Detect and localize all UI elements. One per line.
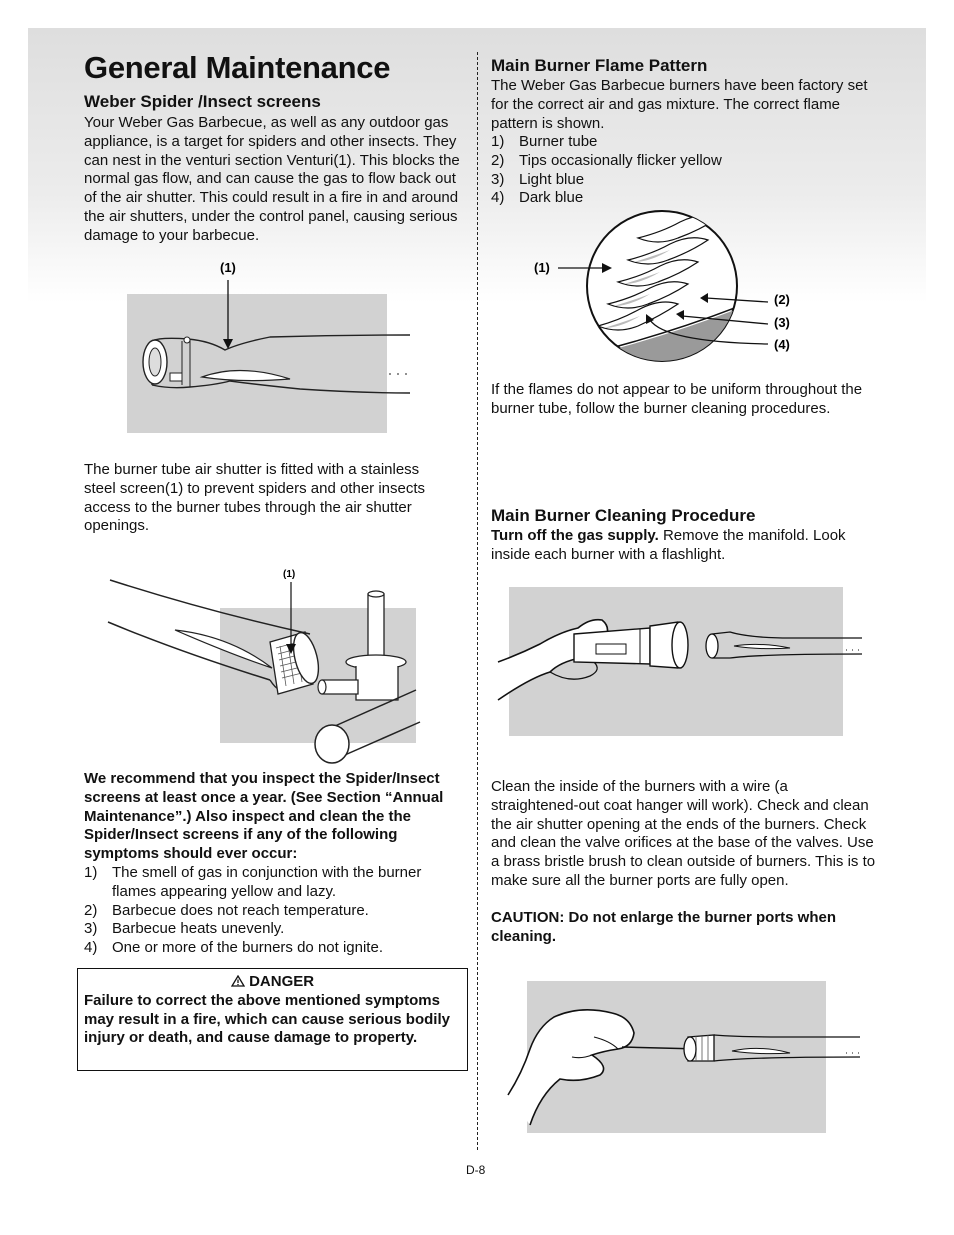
flame-body: The Weber Gas Barbecue burners have been factory set for the correct air and gas mixture. The correct flame pattern is shown. — [491, 77, 868, 132]
list-item: 4) One or more of the burners do not ignite. — [84, 939, 383, 957]
danger-text: Failure to correct the above mentioned symptoms may result in a fire, which can cause serious bodily injury or death, and cause damage to property. — [84, 991, 450, 1047]
recommend-text: We recommend that you inspect the Spider/Insect screens at least once a year. (See Section “Annual Maintenance”.) Also inspect and clean the the Spider/Insect screens if any of the following symptoms should ever occur: — [84, 770, 444, 863]
flashlight-figure — [490, 582, 870, 742]
spider-body: Your Weber Gas Barbecue, as well as any outdoor gas appliance, is a target for spiders and other insects. They can nest in the venturi section Venturi(1). This blocks the normal gas flow, and can cause the gas to flow back out of the air shutter. This could result in a fire in and around the air shutters, under the control panel, causing serious damage to your barbecue. — [84, 114, 460, 244]
cleaning-lead: Turn off the gas supply. Remove the manifold. Look inside each burner with a flashlight. — [491, 527, 846, 563]
danger-header — [84, 973, 461, 992]
screen-text: The burner tube air shutter is fitted with a stainless steel screen(1) to prevent spiders and other insects access to the burner tubes through the air shutter openings. — [84, 461, 426, 535]
flame-pattern-figure — [520, 208, 810, 370]
danger-box — [77, 968, 468, 1071]
list-item: 3) Light blue — [491, 170, 585, 188]
flame-label-2: (2) — [774, 292, 790, 307]
cleaning-body: Clean the inside of the burners with a wire (a straightened-out coat hanger will work). Check and clean the air shutter opening at the ends of the burners. Check and clean the valve orifices at the base of the valves. Use a brass bristle brush to clean outside of burners. This is to make sure all the burner ports are fully open. — [491, 778, 876, 889]
cleaning-heading: Main Burner Cleaning Procedure — [491, 506, 756, 525]
flame-label-4: (4) — [774, 337, 790, 352]
page-title: General Maintenance — [84, 50, 391, 85]
list-item: 2) Tips occasionally flicker yellow — [491, 151, 722, 169]
screen-label: (1) — [283, 569, 296, 580]
caution-text: CAUTION: Do not enlarge the burner ports when cleaning. — [491, 909, 837, 945]
warning-triangle-icon — [231, 975, 245, 987]
spider-heading: Weber Spider /Insect screens — [84, 92, 321, 111]
danger-heading: DANGER — [249, 973, 315, 990]
list-item: 1) Burner tube — [491, 133, 598, 150]
flame-heading: Main Burner Flame Pattern — [491, 56, 708, 75]
flame-label-1: (1) — [534, 260, 550, 275]
flame-label-3: (3) — [774, 315, 790, 330]
list-item: 1) The smell of gas in conjunction with the burner flames appearing yellow and lazy. — [84, 864, 422, 900]
list-item: 3) Barbecue heats unevenly. — [84, 920, 285, 938]
venturi-figure — [100, 255, 430, 440]
list-item: 4) Dark blue — [491, 189, 584, 207]
wire-cleaning-figure — [500, 975, 870, 1135]
flame-list — [491, 133, 871, 208]
venturi-label: (1) — [220, 260, 236, 275]
page-number: D-8 — [466, 1163, 486, 1177]
column-divider — [477, 52, 478, 1150]
air-shutter-figure — [100, 562, 430, 770]
uniform-text: If the flames do not appear to be uniform throughout the burner tube, follow the burner cleaning procedures. — [491, 381, 863, 417]
list-item: 2) Barbecue does not reach temperature. — [84, 901, 369, 919]
symptom-list — [84, 864, 454, 958]
